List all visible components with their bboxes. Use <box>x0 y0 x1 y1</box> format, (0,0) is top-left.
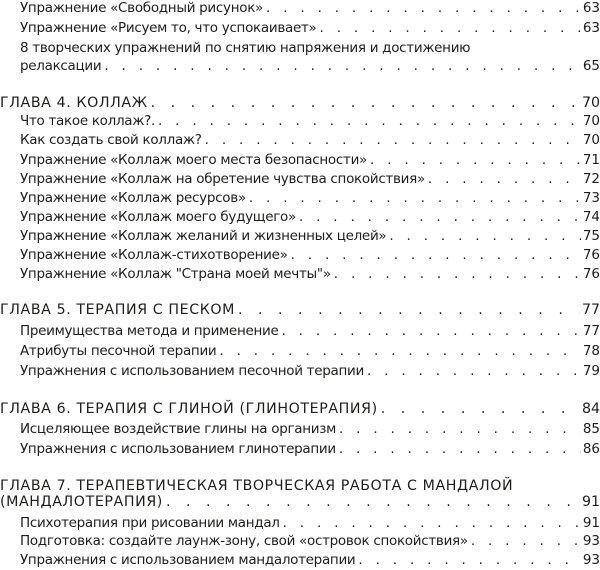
toc-entry-title: Упражнения с использованием мандалотерапии <box>20 552 356 568</box>
toc-entry-title: Как создать свой коллаж? <box>20 132 202 148</box>
leader-dots <box>386 226 580 246</box>
toc-entry[interactable] <box>0 207 600 227</box>
toc-entry-title: Атрибуты песочной терапии <box>20 343 217 359</box>
toc-entry-page: 93 <box>582 533 600 549</box>
toc-entry[interactable] <box>0 18 600 38</box>
leader-dots <box>163 492 580 512</box>
toc-entry[interactable] <box>0 188 600 208</box>
toc-entry-title: Упражнение «Рисуем то, что успокаивает» <box>20 20 317 36</box>
toc-entry-title: Упражнение «Коллаж моего будущего» <box>20 209 296 225</box>
toc-chapter-7[interactable] <box>0 492 600 512</box>
leader-dots <box>425 169 581 189</box>
toc-entry[interactable] <box>0 321 600 341</box>
toc-entry-title: Упражнение «Коллаж "Страна моей мечты"» <box>20 266 331 282</box>
toc-entry-title: Исцеляющее воздействие глины на организм <box>20 421 336 437</box>
leader-dots <box>296 207 581 227</box>
toc-entry-page: 93 <box>582 552 600 568</box>
toc-entry-page: 86 <box>582 441 600 457</box>
chapter-page: 91 <box>581 494 600 510</box>
toc-entry-page: 76 <box>582 247 600 263</box>
leader-dots <box>246 188 581 208</box>
leader-dots <box>202 130 581 150</box>
leader-dots <box>148 93 580 113</box>
toc-entry-page: 76 <box>582 266 600 282</box>
leader-dots <box>364 361 581 381</box>
leader-dots <box>378 399 580 419</box>
leader-dots <box>216 341 580 361</box>
toc-chapter-7-title-line1[interactable]: ГЛАВА 7. ТЕРАПЕВТИЧЕСКАЯ ТВОРЧЕСКАЯ РАБОТА С МАНДАЛОЙ <box>0 478 514 494</box>
toc-entry-page: 65 <box>582 58 600 74</box>
leader-dots <box>278 321 580 341</box>
toc-entry-page: 70 <box>582 132 600 148</box>
toc-entry-page: 79 <box>582 363 600 379</box>
leader-dots <box>367 150 581 170</box>
leader-dots <box>101 56 580 76</box>
toc-entry-page: 85 <box>582 421 600 437</box>
toc-entry-page: 77 <box>582 323 600 339</box>
toc-entry-title-line2: релаксации <box>20 58 102 74</box>
toc-entry[interactable] <box>0 419 600 439</box>
toc-entry[interactable] <box>0 169 600 189</box>
toc-entry-page: 78 <box>582 343 600 359</box>
toc-entry-page: 63 <box>582 20 600 36</box>
leader-dots <box>331 264 581 284</box>
toc-entry-page: 71 <box>582 152 600 168</box>
leader-dots <box>336 439 581 459</box>
toc-entry-title: Упражнения с использованием песочной терапии <box>20 363 364 379</box>
toc-entry-title: Упражнение «Коллаж-стихотворение» <box>20 247 288 263</box>
toc-entry-title: Упражнение «Коллаж ресурсов» <box>20 190 246 206</box>
toc-entry-title: Упражнение «Коллаж желаний и жизненных целей» <box>20 228 387 244</box>
toc-entry-page: 63 <box>582 0 600 16</box>
toc-entry-title: Упражнение «Свободный рисунок» <box>20 0 264 16</box>
leader-dots <box>280 513 581 533</box>
leader-dots <box>336 419 581 439</box>
chapter-page: 70 <box>581 95 600 111</box>
chapter-page: 77 <box>581 302 600 318</box>
toc-entry-page: 74 <box>582 209 600 225</box>
toc-entry[interactable] <box>0 341 600 361</box>
leader-dots <box>155 111 581 131</box>
chapter-title: ГЛАВА 5. ТЕРАПИЯ С ПЕСКОМ <box>0 302 235 318</box>
toc-entry-page: 72 <box>582 171 600 187</box>
toc-entry[interactable] <box>0 550 600 570</box>
toc-chapter-4[interactable] <box>0 93 600 113</box>
chapter-page: 84 <box>581 401 600 417</box>
toc-entry[interactable] <box>0 226 600 246</box>
toc-entry-title-line1[interactable]: 8 творческих упражнений по снятию напряжения и достижению <box>20 40 471 56</box>
leader-dots <box>355 550 580 570</box>
toc-entry-title: Подготовка: создайте лаунж-зону, свой «островок спокойствия» <box>20 533 468 549</box>
toc-entry[interactable] <box>0 264 600 284</box>
toc-entry[interactable] <box>0 111 600 131</box>
toc-entry[interactable] <box>0 245 600 265</box>
toc-entry[interactable] <box>0 56 600 76</box>
chapter-title: ГЛАВА 6. ТЕРАПИЯ С ГЛИНОЙ (ГЛИНОТЕРАПИЯ) <box>0 401 378 417</box>
toc-chapter-6[interactable] <box>0 399 600 419</box>
toc-entry-title: Психотерапия при рисовании мандал <box>20 515 280 531</box>
chapter-title: ГЛАВА 4. КОЛЛАЖ <box>0 95 148 111</box>
toc-entry-page: 75 <box>582 228 600 244</box>
toc-entry-title: Преимущества метода и применение <box>20 323 279 339</box>
leader-dots <box>235 300 580 320</box>
toc-entry[interactable] <box>0 531 600 551</box>
toc-entry-title: Упражнение «Коллаж на обретение чувства спокойствия» <box>20 171 425 187</box>
toc-entry-title: Упражнение «Коллаж моего места безопасности» <box>20 152 368 168</box>
chapter-title-line2: (МАНДАЛОТЕРАПИЯ) <box>0 494 163 510</box>
leader-dots <box>468 531 581 551</box>
toc-entry[interactable] <box>0 150 600 170</box>
leader-dots <box>317 18 581 38</box>
toc-entry[interactable] <box>0 439 600 459</box>
toc-chapter-5[interactable] <box>0 300 600 320</box>
toc-entry-page: 91 <box>582 515 600 531</box>
toc-entry[interactable] <box>0 130 600 150</box>
toc-entry-page: 73 <box>582 190 600 206</box>
toc-entry[interactable] <box>0 361 600 381</box>
toc-entry-page: 70 <box>582 113 600 129</box>
toc-entry-title: Что такое коллаж?. <box>20 113 155 129</box>
leader-dots <box>263 0 581 18</box>
toc-entry-title: Упражнения с использованием глинотерапии <box>20 441 336 457</box>
leader-dots <box>288 245 581 265</box>
toc-entry[interactable] <box>0 0 600 18</box>
toc-entry[interactable] <box>0 513 600 533</box>
